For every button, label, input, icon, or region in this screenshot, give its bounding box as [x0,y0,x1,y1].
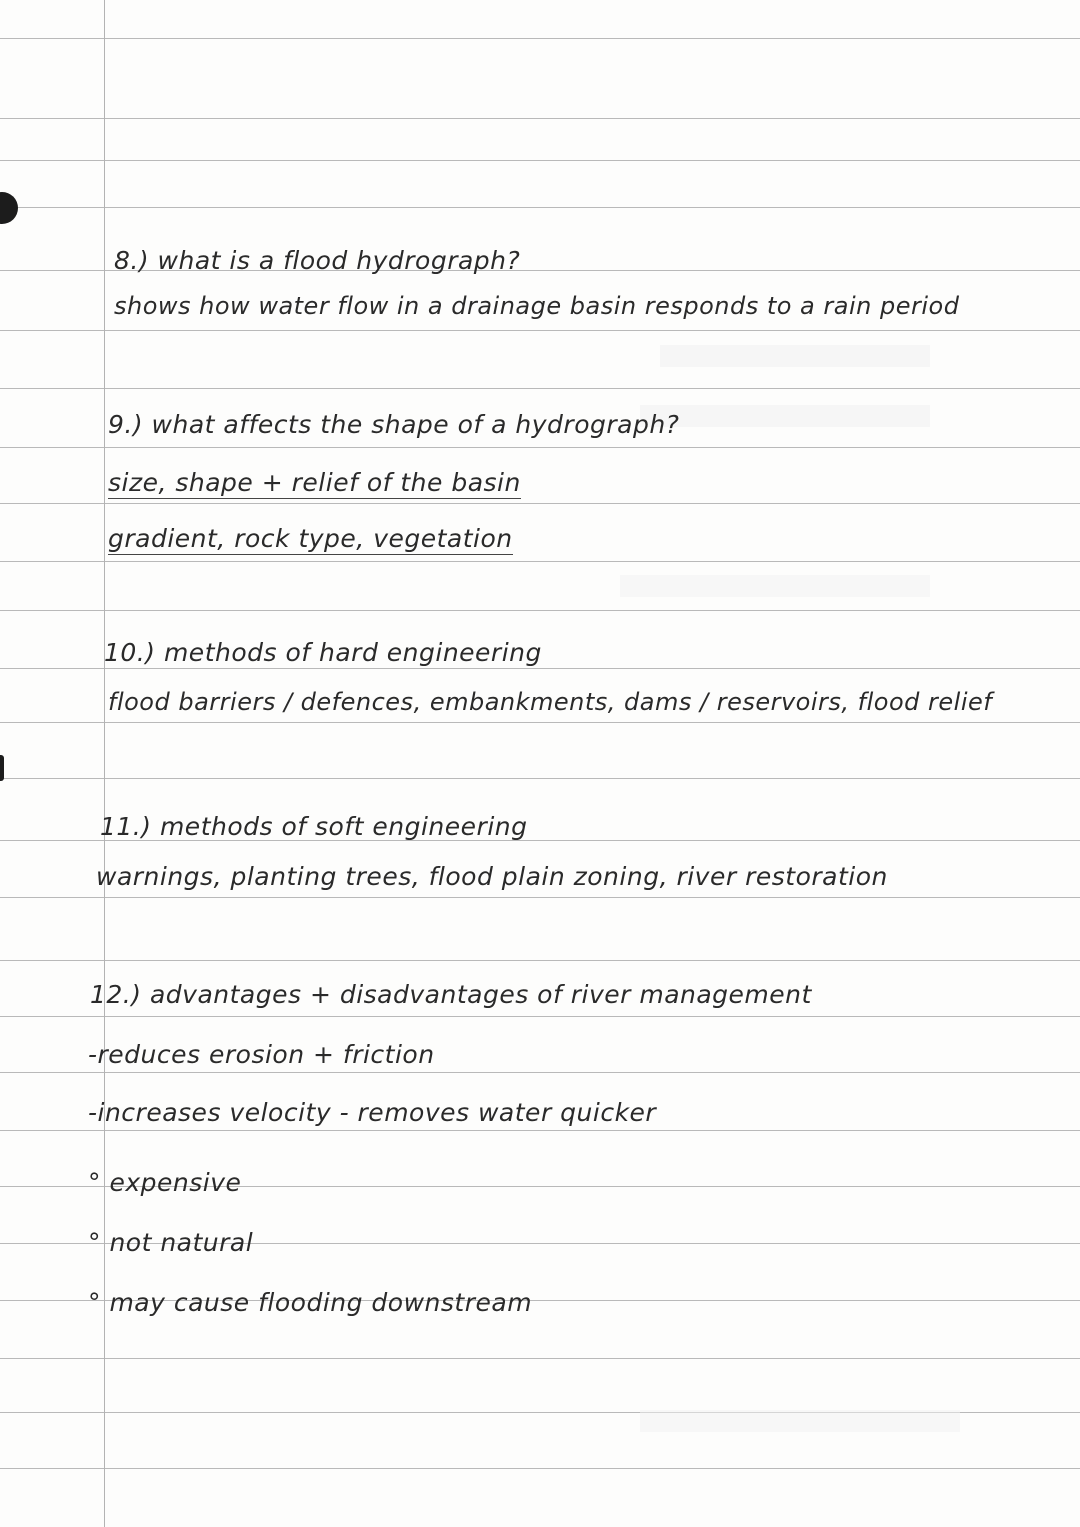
question-11: 11.) methods of soft engineering [100,812,528,841]
ruled-line [0,561,1080,562]
list-item: ° expensive [88,1168,242,1197]
show-through [640,405,930,427]
show-through [620,575,930,597]
answer-9-line-1: size, shape + relief of the basin [108,468,521,497]
ruled-line [0,1358,1080,1359]
ruled-line [0,1130,1080,1131]
ruled-line [0,160,1080,161]
ruled-line [0,1016,1080,1017]
answer-9-line-2: gradient, rock type, vegetation [108,524,513,553]
show-through [660,345,930,367]
list-item: ° may cause flooding downstream [88,1288,533,1317]
ruled-line [0,207,1080,208]
ruled-line [0,668,1080,669]
ruled-line [0,722,1080,723]
ruled-line [0,503,1080,504]
list-item: -increases velocity - removes water quicker [88,1098,657,1127]
answer-11: warnings, planting trees, flood plain zoning, river restoration [96,862,888,891]
binder-hole [0,755,4,781]
list-item: -reduces erosion + friction [88,1040,435,1069]
question-9: 9.) what affects the shape of a hydrograph? [108,410,680,439]
ruled-line [0,960,1080,961]
ruled-line [0,610,1080,611]
ruled-line [0,1072,1080,1073]
question-10: 10.) methods of hard engineering [104,638,542,667]
question-12: 12.) advantages + disadvantages of river management [90,980,812,1009]
ruled-line [0,388,1080,389]
question-8: 8.) what is a flood hydrograph? [114,246,521,275]
answer-10: flood barriers / defences, embankments, dams / reservoirs, flood relief [108,688,993,716]
show-through [640,1410,960,1432]
ruled-line [0,447,1080,448]
ruled-line [0,1468,1080,1469]
ruled-line [0,778,1080,779]
ruled-line [0,330,1080,331]
list-item: ° not natural [88,1228,254,1257]
ruled-line [0,38,1080,39]
answer-8: shows how water flow in a drainage basin responds to a rain period [114,292,960,320]
binder-hole [0,192,18,224]
ruled-line [0,118,1080,119]
ruled-line [0,897,1080,898]
